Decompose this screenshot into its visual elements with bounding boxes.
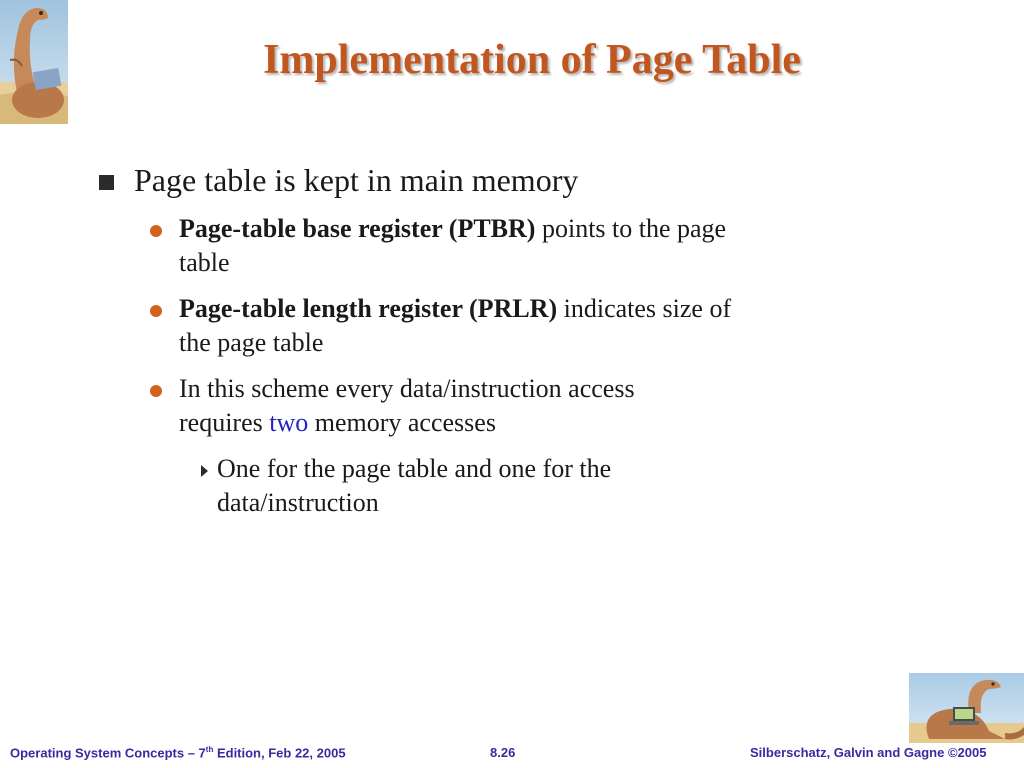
bullet-prlr [179,294,731,324]
dinosaur-laptop-icon [909,673,1024,743]
prlr-description: indicates size of [557,294,732,323]
footer-book-edition [10,745,346,765]
footer-copyright: Silberschatz, Galvin and Gagne ©2005 [750,745,987,760]
square-bullet-icon [99,175,114,190]
bullet-page-table-main-memory: Page table is kept in main memory [134,162,579,198]
ptbr-term: Page-table base register (PTBR) [179,214,536,243]
accent-word-two: two [269,408,309,437]
bullet-prlr-line2: the page table [179,328,324,357]
ptbr-description: points to the page [535,214,727,243]
slide-title: Implementation of Page Table [263,37,801,83]
bullet-ptbr [179,214,726,244]
bullet-scheme-line2 [179,408,496,438]
footer-book-title: Operating System Concepts – 7 [10,745,206,761]
footer-slide-number: 8.26 [490,745,516,760]
dot-bullet-icon [150,385,162,397]
prlr-term: Page-table length register (PRLR) [179,294,558,323]
footer-edition-date: Edition, Feb 22, 2005 [213,745,346,761]
bullet-ptbr-line2: table [179,248,230,277]
dot-bullet-icon [150,305,162,317]
dot-bullet-icon [150,225,162,237]
bullet-one-for-page-table: One for the page table and one for the [217,454,612,483]
footer-ordinal-suffix: th [205,745,214,754]
memory-accesses-text: memory accesses [308,408,496,437]
bullet-scheme: In this scheme every data/instruction access [179,374,635,403]
requires-text: requires [179,408,270,437]
arrow-bullet-icon [201,465,208,477]
bullet-one-for-page-table-line2: data/instruction [217,488,379,517]
